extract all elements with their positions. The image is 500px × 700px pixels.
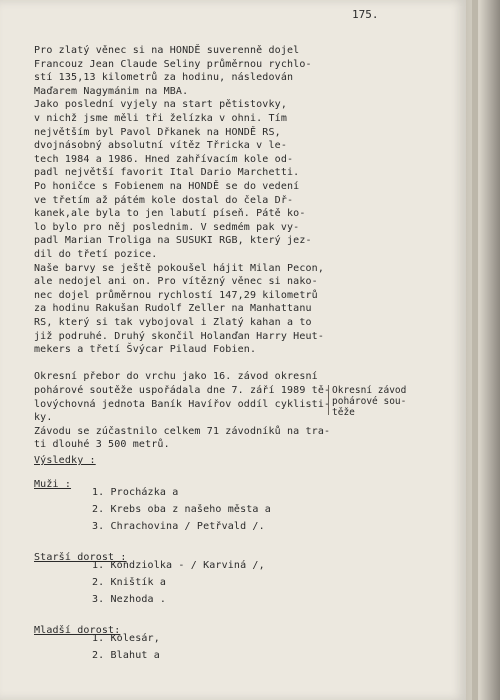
text-line: padl největší favorit Ital Dario Marchetti. xyxy=(34,167,300,179)
margin-bracket xyxy=(328,385,329,415)
text-line: Jako poslední vyjely na start pětistovky, xyxy=(34,99,287,111)
text-line: kanek,ale byla to jen labutí píseň. Pátě ko- xyxy=(34,208,306,220)
text-line: Po honičce s Fobienem na HONDĚ se do vedení xyxy=(34,181,300,192)
text-line: ti dlouhé 3 500 metrů. xyxy=(34,439,170,451)
text-line: ky. xyxy=(34,412,53,424)
result-item: 1. Kolesár, xyxy=(92,633,160,644)
category-title: Muži : xyxy=(34,479,72,490)
text-line: Okresní přebor do vrchu jako 16. závod okresní xyxy=(34,371,318,383)
text-line: Závodu se zúčastnilo celkem 71 závodníků na tra- xyxy=(34,425,331,437)
text-line: pohárové soutěže uspořádala dne 7. září 1989 tě- xyxy=(34,385,331,396)
text-line: stí 135,13 kilometrů za hodinu, následován xyxy=(34,72,294,84)
text-line: za hodinu Rakušan Rudolf Zeller na Manhattanu xyxy=(34,303,312,315)
results-heading: Výsledky : xyxy=(34,455,96,466)
text-line: Naše barvy se ještě pokoušel hájit Milan Pecon, xyxy=(34,262,325,274)
text-line: Pro zlatý věnec si na HONDĚ suverenně dojel xyxy=(34,45,300,56)
text-line: v nichž jsme měli tři želízka v ohni. Tím xyxy=(34,113,287,124)
result-item: 3. Chrachovina / Petřvald /. xyxy=(92,521,265,532)
category-title: Starší dorost : xyxy=(34,552,127,563)
text-line: nec dojel průměrnou rychlostí 147,29 kilometrů xyxy=(34,289,318,301)
result-item: 3. Nezhoda . xyxy=(92,594,167,605)
result-item: 2. Kništík a xyxy=(92,577,167,588)
text-line: ale nedojel ani on. Pro vítězný věnec si nako- xyxy=(34,276,318,288)
result-item: 1. Kondziolka - / Karviná /, xyxy=(92,560,265,571)
result-item: 2. Krebs oba z našeho města a xyxy=(92,504,271,515)
text-line: největším byl Pavol Dřkanek na HONDĚ RS, xyxy=(34,126,281,138)
text-line: Francouz Jean Claude Seliny průměrnou rychlo- xyxy=(34,58,312,70)
text-line: tech 1984 a 1986. Hned zahřívacím kole od- xyxy=(34,153,294,165)
margin-note: Okresní závod pohárové sou- těže xyxy=(332,385,407,418)
text-line: lo bylo pro něj poslednim. V sedmém pak vy- xyxy=(34,221,300,233)
text-line: RS, který si tak vybojoval i Zlatý kahan a to xyxy=(34,317,312,328)
text-line: dvojnásobný absolutní vítěz Třricka v le- xyxy=(34,140,287,152)
text-line: padl Marian Troliga na SUSUKI RGB, který jez- xyxy=(34,235,312,247)
page-binding-edge xyxy=(466,0,500,700)
page-number: 175. xyxy=(352,8,379,21)
text-line: mekers a třetí Švýcar Pilaud Fobien. xyxy=(34,344,257,356)
text-line: ve třetím až pátém kole dostal do čela Dř- xyxy=(34,194,294,206)
category-title: Mladší dorost: xyxy=(34,625,121,636)
text-line: již podruhé. Druhý skončil Holanďan Harry Heut- xyxy=(34,330,325,342)
text-line: lovýchovná jednota Baník Havířov oddíl cyklisti- xyxy=(34,398,331,410)
result-item: 2. Blahut a xyxy=(92,650,160,661)
text-line: Maďarem Nagymánim na MBA. xyxy=(34,85,189,97)
result-item: 1. Procházka a xyxy=(92,487,179,498)
text-line: dil do třetí pozice. xyxy=(34,249,158,260)
